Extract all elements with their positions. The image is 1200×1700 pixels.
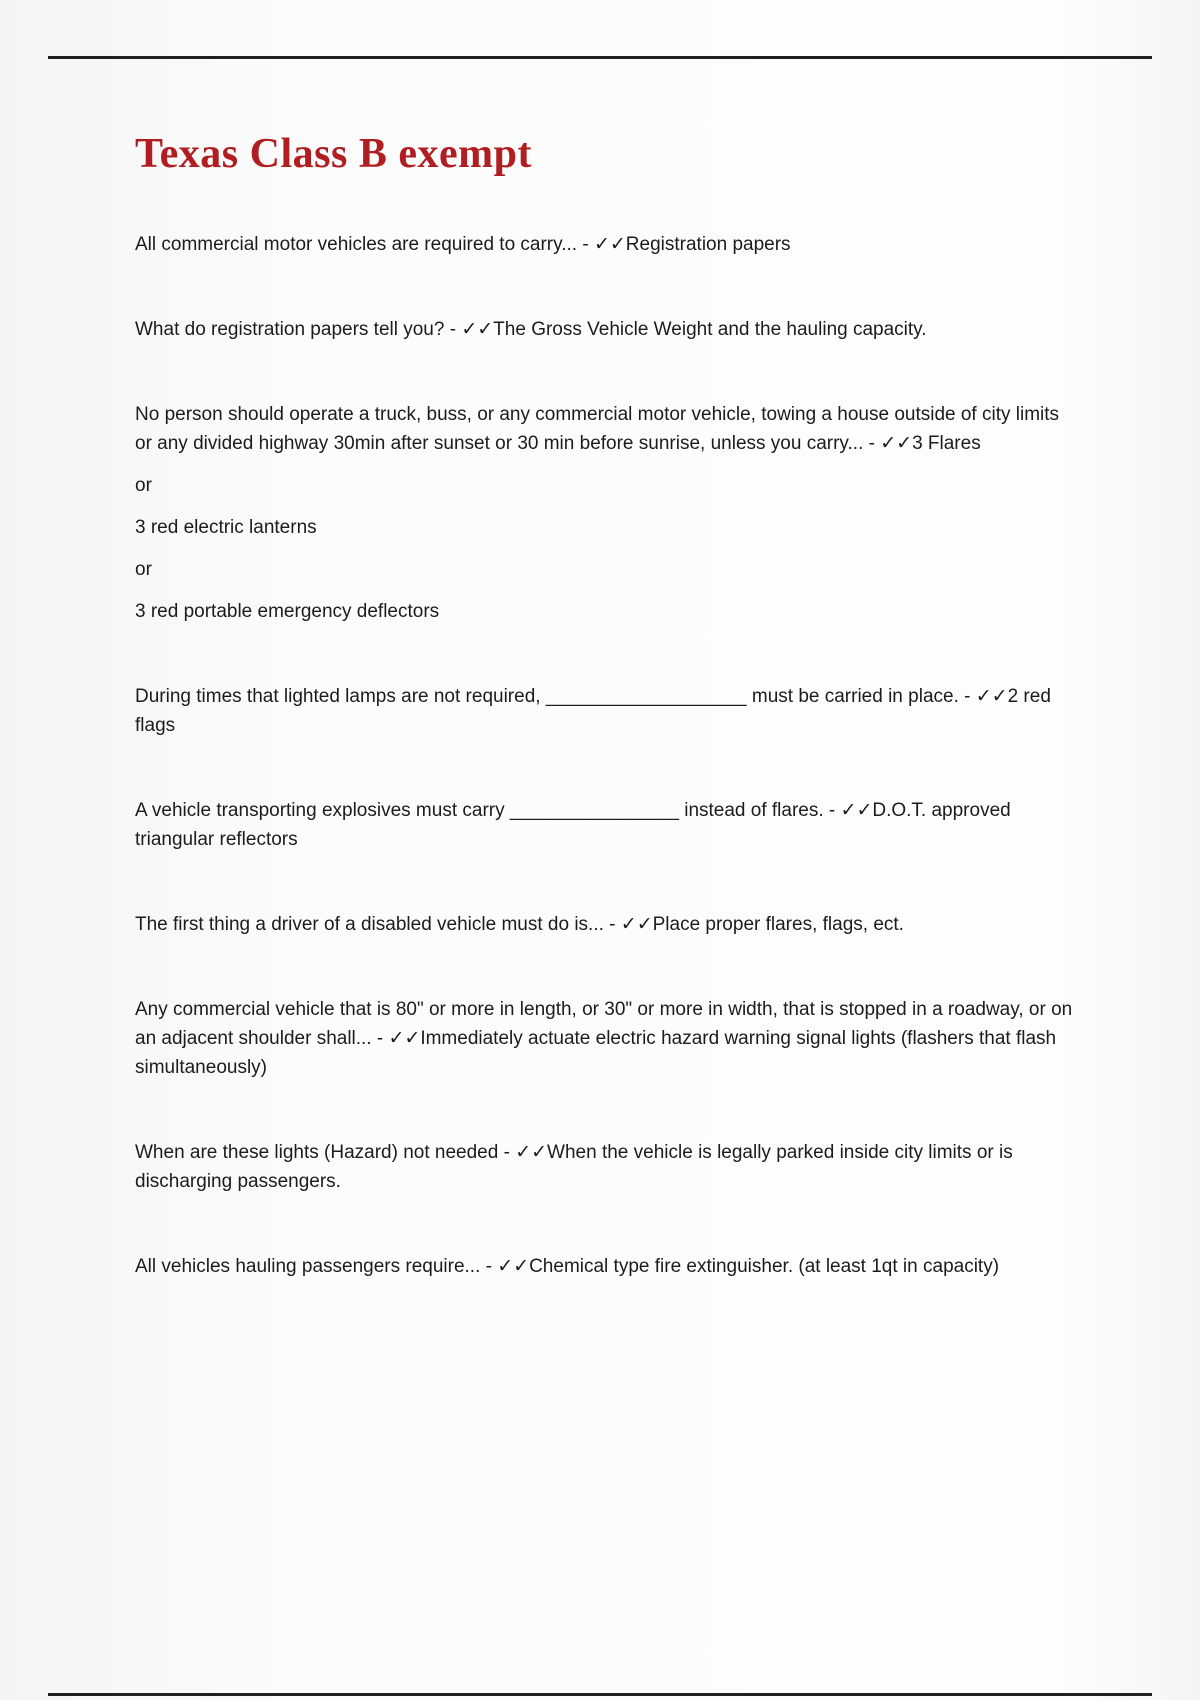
document-paragraph: The first thing a driver of a disabled vehicle must do is... - ✓✓Place proper flares, flags, ect. <box>135 914 904 935</box>
page-title: Texas Class B exempt <box>135 131 532 177</box>
document-paragraph: Any commercial vehicle that is 80" or more in length, or 30" or more in width, that is stopped in a roadway, or on an adjacent shoulder shall... - ✓✓Immediately actuate electric hazard warning signal lights (flashers that flash simultaneously) <box>135 999 1073 1078</box>
document-paragraph: All commercial motor vehicles are required to carry... - ✓✓Registration papers <box>135 234 791 255</box>
document-paragraph: 3 red electric lanterns <box>135 517 317 538</box>
document-paragraph: When are these lights (Hazard) not needed - ✓✓When the vehicle is legally parked inside city limits or is discharging passengers. <box>135 1142 1013 1192</box>
bottom-divider <box>48 1693 1152 1696</box>
document-paragraph: What do registration papers tell you? - ✓✓The Gross Vehicle Weight and the hauling capacity. <box>135 319 927 340</box>
document-paragraph: During times that lighted lamps are not required, ___________________ must be carried in place. - ✓✓2 red flags <box>135 686 1051 736</box>
document-body <box>135 230 1075 1337</box>
document-paragraph: No person should operate a truck, buss, or any commercial motor vehicle, towing a house outside of city limits or any divided highway 30min after sunset or 30 min before sunrise, unless you carry... - ✓✓3 Flares <box>135 404 1060 454</box>
top-divider <box>48 56 1152 59</box>
document-paragraph: All vehicles hauling passengers require... - ✓✓Chemical type fire extinguisher. (at least 1qt in capacity) <box>135 1256 1000 1277</box>
document-paragraph: A vehicle transporting explosives must carry ________________ instead of flares. - ✓✓D.O.T. approved triangular reflectors <box>135 800 1011 850</box>
document-paragraph: or <box>135 475 152 496</box>
document-paragraph: or <box>135 559 152 580</box>
document-paragraph: 3 red portable emergency deflectors <box>135 601 440 622</box>
